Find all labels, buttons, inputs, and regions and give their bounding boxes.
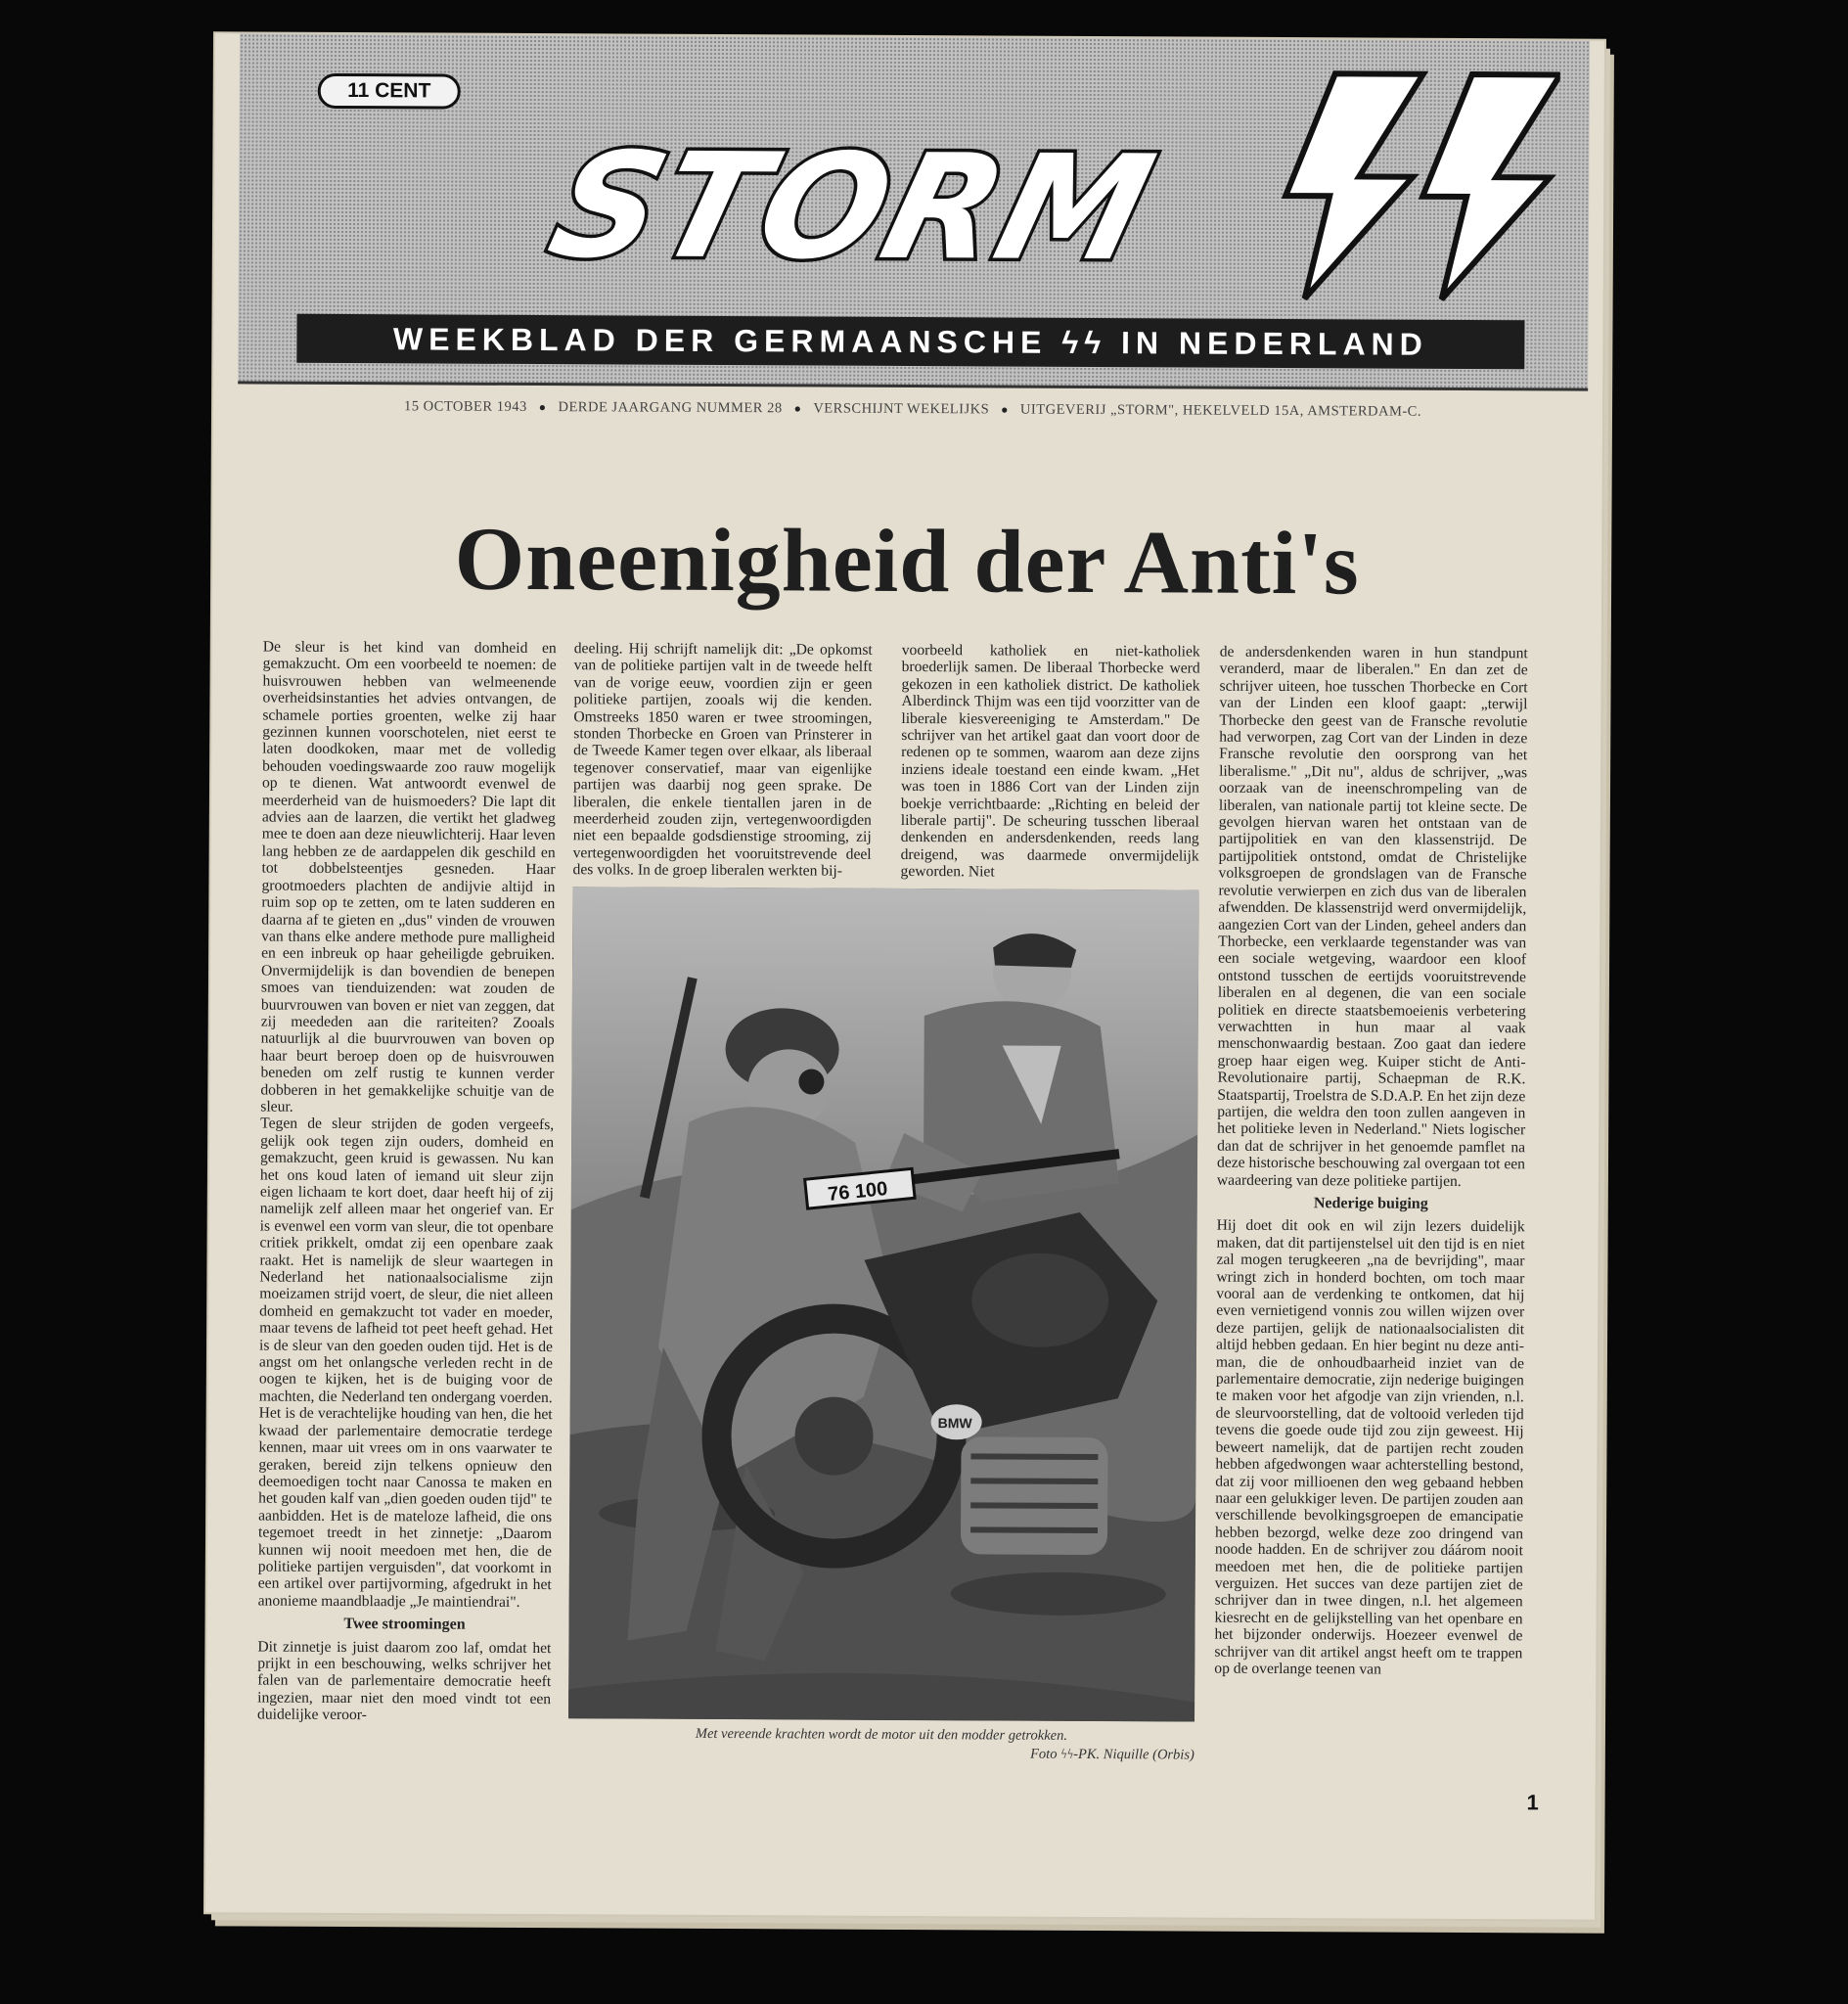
- price-badge: 11 CENT: [318, 73, 461, 110]
- photo-credit: Foto ϟϟ-PK. Niquille (Orbis): [1030, 1746, 1194, 1763]
- column-text: Dit zinnetje is juist daarom zoo laf, omdat het prijkt in een beschouwing, welks schrijver het falen van de parlementaire democratie heeft ingezien, maar niet den moed vindt tot een duidelijke veroor-: [256, 1638, 552, 1724]
- dateline: 15 OCTOBER 1943 ● DERDE JAARGANG NUMMER 28 ● VERSCHIJNT WEKELIJKS ● UITGEVERIJ „STORM", HEKELVELD 15A, AMSTERDAM-C.: [404, 398, 1422, 420]
- bmw-badge: BMW: [937, 1415, 972, 1432]
- newspaper-title: STORM: [535, 121, 1170, 294]
- column-text: Tegen de sleur strijden de goden vergeefs, gelijk ook tegen zijn ouders, domheid en gemakzucht, geen kruid is gewassen. Nu kan het ons koud laten of iemand uit sleur zijn eigen lichaam te kort doet, daar heeft hij of zij namelijk zelf alleen maar het ongerief van. Er is evenwel een vorm van sleur, die tot openbare critiek prikkelt, omdat zij een openbare zaak raakt. Het is namelijk de sleur waartegen in Nederland het nationaalsocialisme zijn moeizamen strijd voert, de sleur, die niet alleen domheid en gemakzucht tot vader en moeder, maar tevens de lafheid tot peet heeft gehad. Het is de sleur van den goeden ouden tijd. Het is de angst om het onlangsche verleden recht in de oogen te kijken, het is de buiging voor de machten, die Nederland ten ondergang voerden. Het is de verachtelijke houding van hen, die het kwaad der parlementaire democratie terdege kennen, maar uit vrees om in ons vaarwater te geraken, bereid zijn telkens opnieuw den deemoedigen tocht naar Canossa te maken en het gouden kalf van „dien goeden ouden tijd" te aanbidden. Het is de mateloze lafheid, die ons tegemoet treedt in het zinnetje: „Daarom kunnen wij nooit meedoen met hen, die de politieke partijen verguisden", dat voorkomt in een artikel over partijvorming, afgedrukt in het anonieme maandblaadje „Je maintiendrai".: [257, 1115, 555, 1611]
- page-number: 1: [1526, 1790, 1539, 1815]
- masthead-subtitle: WEEKBLAD DER GERMAANSCHE ϟϟ IN NEDERLAND: [296, 314, 1524, 370]
- article-column-1: [257, 639, 557, 1725]
- subheading: Twee stroomingen: [343, 1616, 466, 1633]
- issue-volume: DERDE JAARGANG NUMMER 28: [558, 399, 783, 417]
- issue-frequency: VERSCHIJNT WEKELIJKS: [813, 400, 990, 418]
- newspaper-page: [205, 33, 1604, 1919]
- issue-date: 15 OCTOBER 1943: [404, 398, 527, 415]
- article-column-2: [573, 640, 873, 880]
- article-column-3: [901, 642, 1200, 882]
- column-text: Hij doet dit ook en wil zijn lezers duidelijk maken, dat dit partijenstelsel uit den tijd is en niet zal mogen terugkeeren „na de bevrijding", maar wringt zich in honderd bochten, om toch maar vooral aan de verdenking te ontkomen, dat hij even vernietigend vonnis zou willen wijzen over deze partijen, gelijk de nationaalsocialisten dit altijd hebben gedaan. En hier begint nu deze anti-man, die de onhoudbaarheid inziet van de parlementaire democratie, zijn nederige buigingen te maken voor het afgodje van zijn vrienden, n.l. de sleurvoorstelling, dat de voltooid verleden tijd tevens die goede oude tijd zou zijn geweest. Hij beweert namelijk, dat de partijen recht zouden hebben afgedwongen waar achterstelling bestond, dat zij voor millioenen den weg gebaand hebben naar een gelukkiger leven. De partijen zouden aan verschillende bevolkingsgroepen de emancipatie hebben bezorgd, welke deze zoo dringend van noode hadden. En de schrijver zou dáárom nooit meedoen met hen, die de politieke partijen verguizen. Het succes van deze partijen ziet de schrijver dan in twee dingen, n.l. het algemeen kiesrecht en de gelijkstelling van het openbare en het bijzonder onderwijs. Hoezeer evenwel de schrijver van dit artikel angst heeft om te trappen op de overlange teenen van: [1214, 1217, 1525, 1678]
- subheading: Nederige buiging: [1313, 1195, 1428, 1212]
- column-text: de andersdenkenden waren in hun standpunt veranderd, maar de liberalen." En dan zet de schrijver uiteen, hoe tusschen Thorbecke en Cort van der Linden een kloof gaapt: „terwijl Thorbecke den geest van de Fransche revolutie had verworpen, zag Cort van der Linden in deze Fransche revolutie den oorsprong van het liberalisme." „Dit nu", aldus de schrijver, „was oorzaak van de ineenschrompeling van de liberalen, van nationale partij tot kleine secte. De gevolgen hiervan waren het ontstaan van de partijpolitiek en van den klassenstrijd. De partijpolitiek ontstond, omdat de Christelijke volksgroepen de grondslagen van de Fransche revolutie verwierpen en zich dus van de liberalen afwendden. De klassenstrijd werd onvermijdelijk, aangezien Cort van der Linden, geheel anders dan Thorbecke, een verklaarde tegenstander was van een sociale wetgeving, waardoor een kloof ontstond tusschen de eertijds vooruitstrevende liberalen en al degenen, die van een sociale politiek en directe staatsbemoeienis verbetering verwachtten in hun maar al vaak menschonwaardig bestaan. Zoo gaat dan iedere groep haar eigen weg. Kuiper sticht de Anti-Revolutionaire partij, Schaepman de R.K. Staatspartij, Troelstra de S.D.A.P. En het zijn deze partijen, die weldra den toon zullen aangeven in het politieke leven in Nederland." Niets logischer dan dat de schrijver in het genoemde pamflet na deze historische beschouwing zal overgaan tot een waardeering van deze politieke partijen.: [1216, 643, 1528, 1190]
- column-text: deeling. Hij schrijft namelijk dit: „De opkomst van de politieke partijen valt in de tweede helft van de vorige eeuw, voordien zijn er geen politieke partijen, zooals wij die kenden. Omstreeks 1850 waren er twee stroomingen, stonden Thorbecke en Groen van Prinsterer in de Tweede Kamer tegen over elkaar, als liberaal tegenover conservatief, maar van eigenlijke partijen was daarbij nog geen sprake. De liberalen, die enkele tientallen jaren in de meerderheid zouden zijn, vertegenwoordigden niet een bepaalde godsdienstige strooming, zij vertegenwoordigden het vooruitstrevende deel des volks. In de groep liberalen werkten bij-: [572, 640, 873, 880]
- photo-caption-block: [568, 1724, 1194, 1764]
- sig-runes-logo: [1266, 68, 1560, 305]
- news-photo: [568, 887, 1198, 1721]
- publisher-address: UITGEVERIJ „STORM", HEKELVELD 15A, AMSTERDAM-C.: [1019, 401, 1422, 420]
- masthead: [238, 33, 1590, 390]
- column-text: voorbeeld katholiek en niet-katholiek broederlijk samen. De liberaal Thorbecke werd gekozen in een katholiek district. De katholiek Alberdinck Thijm was een tijd voorzitter van de liberale kiesvereeniging te Amsterdam." De schrijver van het artikel gaat dan voort door de redenen op te sommen, waarom aan deze zijns inziens ideale toestand een einde kwam. „Het was toen in 1886 Cort van der Linden zijn boekje verrichtbaarde: „Richting en beleid der liberale partij". De scheuring tusschen liberaal denkenden en andersdenkenden, reeds lang dreigend, was daarmede onvermijdelijk geworden. Niet: [900, 641, 1200, 881]
- license-plate: 76 100: [827, 1178, 889, 1206]
- photo-caption: Met vereende krachten wordt de motor uit den modder getrokken.: [695, 1725, 1068, 1744]
- column-text: De sleur is het kind van domheid en gemakzucht. Om een voorbeeld te noemen: de huisvrouwen hebben van welmeenende overheidsinstanties het advies ontvangen, de schamele porties groenten, welke zij haar gezinnen kunnen voorschotelen, niet eerst te laten doodkoken, maar met de volledig behouden voedingswaarde zoo rauw mogelijk op te dienen. Wat antwoordt evenwel de meerderheid van de huismoeders? Die lapt dit advies aan de laarzen, die vertikt het gladweg mee te doen aan deze nieuwlichterij. Haar leven lang hebben ze de aardappelen dik geschild en tot dobbelsteentjes gesneden. Haar grootmoeders plachten de andijvie altijd in ruim sop op te zetten, om te laten sudderen en daarna af te gieten en „dus" vinden de vrouwen van thans elke andere methode pure malligheid en een inbreuk op haar geheiligde gebruiken. Onvermijdelijk is dan bovendien de benepen smoes van tienduizenden: wat zouden de buurvrouwen van boven er niet van zeggen, dat zij meededen aan die rariteiten? Zooals natuurlijk al die buurvrouwen van boven op haar beurt beroep doen op de huisvrouwen beneden om zelf rustig te kunnen verder dobberen in het gemakkelijke schuitje van de sleur.: [260, 638, 557, 1116]
- soldiers-motorcycle-illustration: [568, 887, 1198, 1721]
- article-column-4: [1214, 644, 1528, 1679]
- headline: Oneenigheid der Anti's: [454, 508, 1361, 614]
